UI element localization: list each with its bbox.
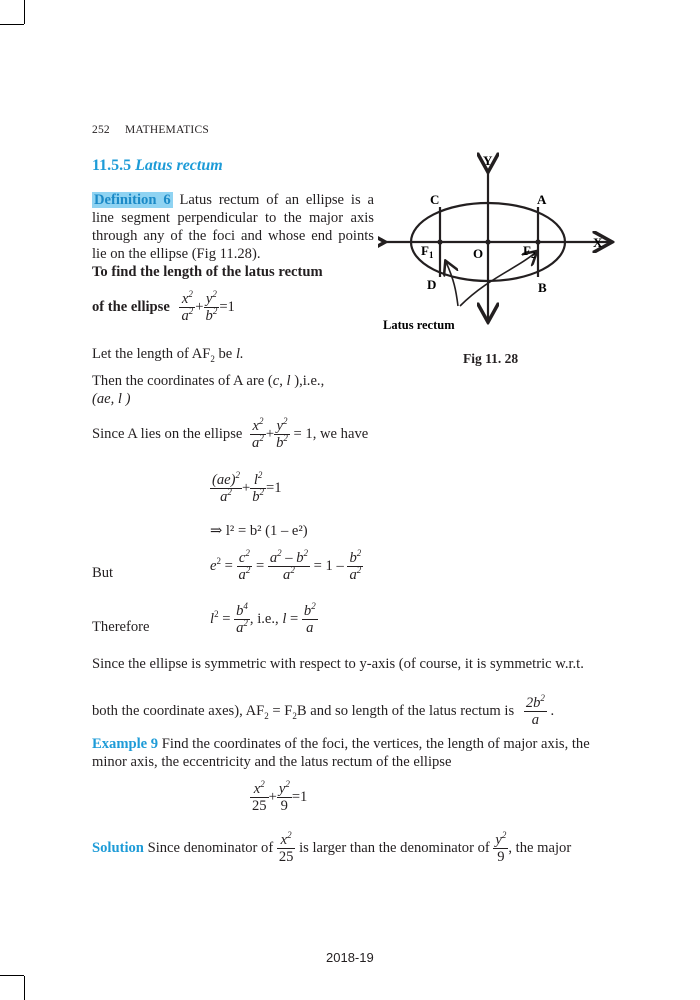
label-y: Y [483, 153, 493, 168]
running-title: MATHEMATICS [124, 124, 209, 136]
example-label: Example 9 [92, 736, 159, 752]
origin-point [485, 239, 490, 244]
latus-rectum-label: Latus rectum [383, 318, 455, 332]
definition-label: Definition 6 [94, 192, 171, 208]
figure-caption: Fig 11. 28 [463, 351, 519, 366]
crop-mark [24, 976, 25, 1000]
crop-mark [0, 975, 24, 976]
label-c: C [430, 192, 440, 207]
page-header [92, 124, 209, 136]
label-b: B [538, 280, 547, 295]
section-title: 11.5.5 Latus rectum [92, 157, 223, 174]
equation-ae: $\frac{(ae)^2}{a^2}$ + $\frac{l^2}{b^2}$ =1 [212, 470, 282, 505]
solution-line: Solution Since denominator of $\frac{x^2}{25}$ is larger than the denominator of $\frac{y^2}{9}$ , the major [92, 830, 572, 865]
task-heading: To find the length of the latus rectum [92, 264, 323, 280]
equation-implies: ⇒ l² = b² (1 – e²) [210, 523, 308, 539]
label-a: A [537, 192, 547, 207]
therefore-label: Therefore [92, 619, 150, 635]
page-footer: 2018-19 [326, 950, 374, 965]
equation-e-squared: $e^2$ = $\frac{c^2}{a^2}$ = $\frac{a^2 - b^2}{a^2}$ = 1 – $\frac{b^2}{a^2}$ [210, 548, 362, 583]
label-f1: $F_1$ [421, 243, 434, 260]
pointer-arrow-right [460, 252, 536, 306]
ellipse-equation-line: of the ellipse $\frac{x^2}{a^2}$ + $\frac{y^2}{b^2}$ =1 [92, 289, 235, 324]
label-d: D [427, 277, 437, 292]
crop-mark [0, 24, 24, 25]
latus-length-line: both the coordinate axes), $AF_2 = F_2B$ and so length of the latus rectum is $\frac{2b^2}{a}$ . [92, 693, 555, 728]
but-label: But [92, 565, 114, 581]
example-equation: $\frac{x^2}{25}$ + $\frac{y^2}{9}$ =1 [252, 779, 308, 814]
coordinates-paragraph: Then the coordinates of A are (c, l ),i.e., (ae, l ) [92, 373, 325, 407]
since-a-line: Since A lies on the ellipse $\frac{x^2}{a^2}$ + $\frac{y^2}{b^2}$ = 1, we have [92, 416, 369, 451]
label-o: O [473, 246, 484, 261]
crop-mark [24, 0, 25, 24]
equation-l-squared: $l^2$ = $\frac{b^4}{a^2}$ , i.e., l = $\frac{b^2}{a}$ [210, 601, 316, 636]
pointer-arrow-left [446, 262, 458, 306]
symmetric-line: Since the ellipse is symmetric with respect to y-axis (of course, it is symmetric w.r.t. [92, 656, 584, 672]
let-length-line: Let the length of $AF_2$ be l. [92, 346, 244, 364]
page-number: 252 [92, 124, 110, 136]
label-f2: $F_2$ [523, 243, 536, 260]
focus-f2 [535, 239, 540, 244]
focus-f1 [437, 239, 442, 244]
definition-paragraph: Definition 6 Latus rectum of an ellipse is a line segment perpendicular to the major axis through any of the foci and whose end points lie on the ellipse (Fig 11.28). To find the length of the latus rectum [92, 192, 375, 280]
label-x: X [593, 235, 603, 250]
example-paragraph: Example 9 Find the coordinates of the foci, the vertices, the length of major axis, the minor axis, the eccentricity and the latus rectum of the ellipse [92, 736, 590, 770]
ellipse-figure [378, 150, 628, 370]
solution-label: Solution [92, 839, 144, 856]
